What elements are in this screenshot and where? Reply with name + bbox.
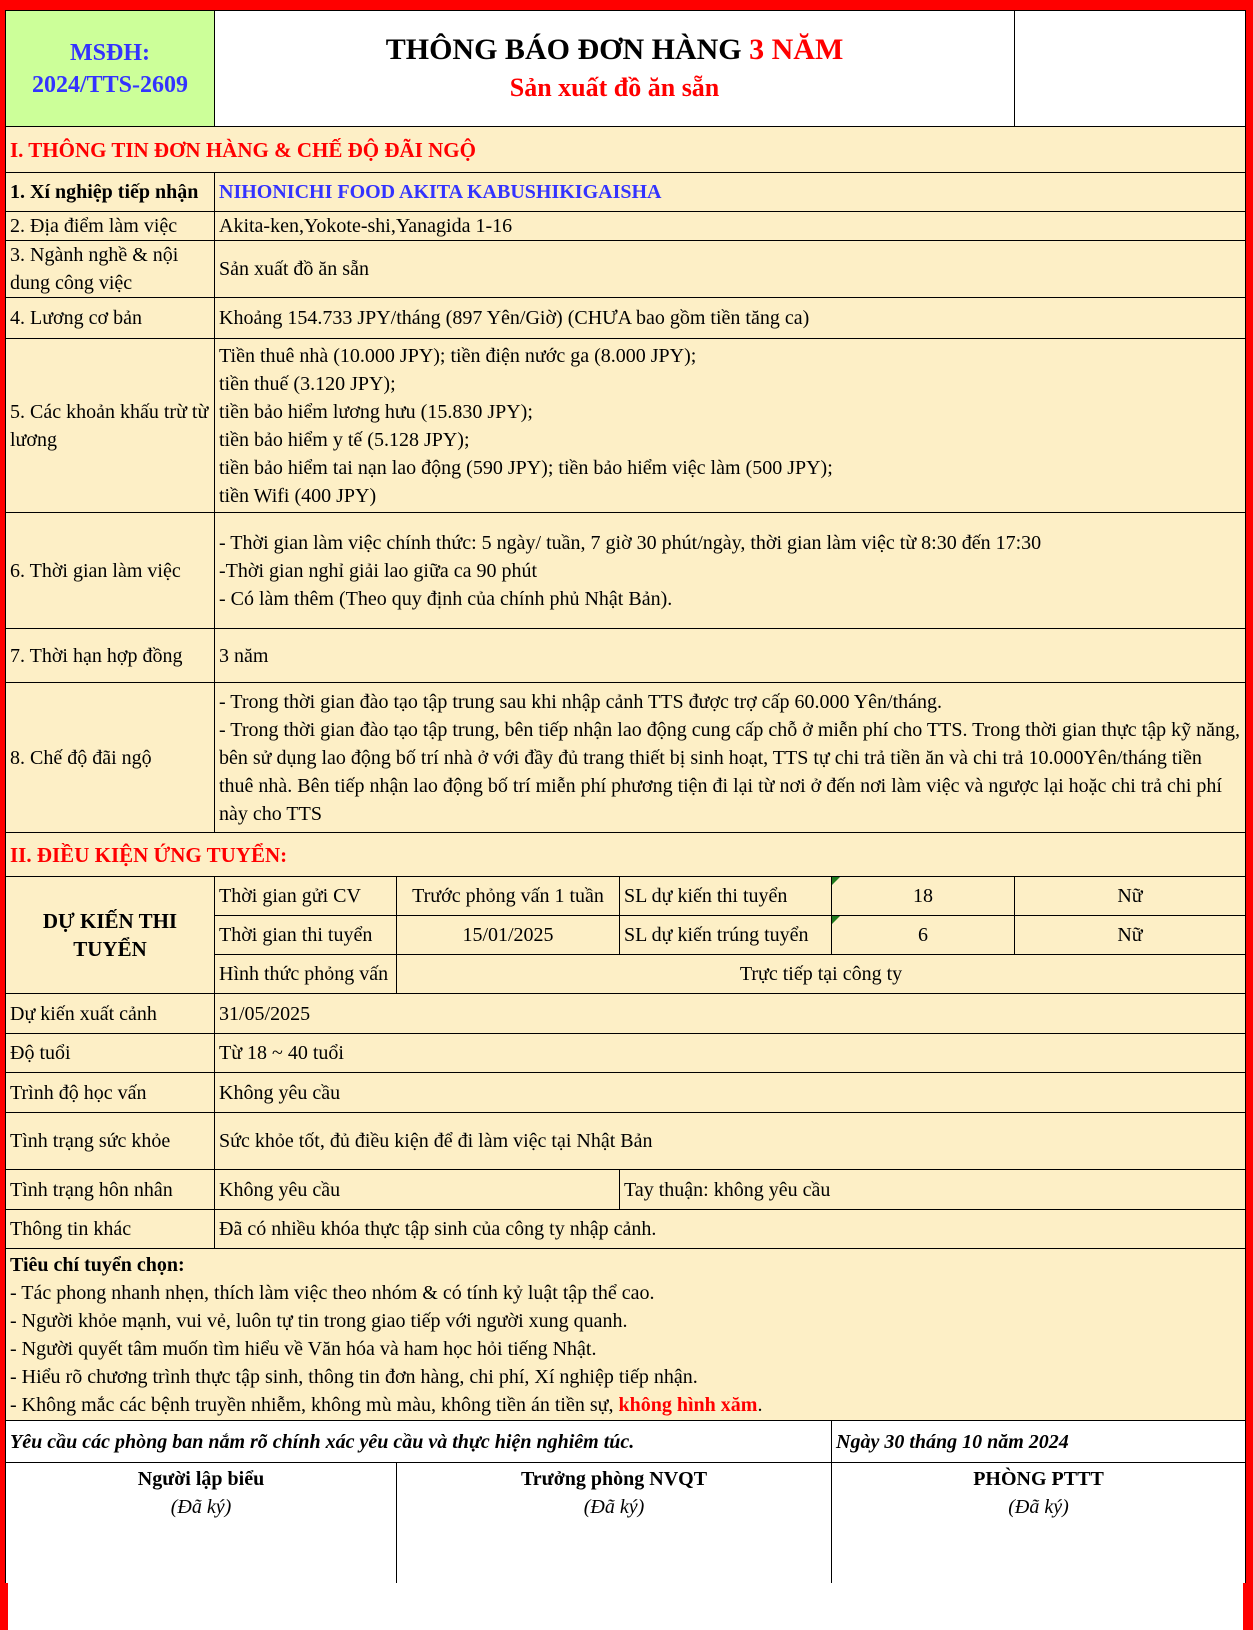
order-code [6, 11, 215, 127]
other-info-label: Thông tin khác [6, 1210, 215, 1249]
benefit-line: - Trong thời gian đào tạo tập trung sau khi nhập cảnh TTS được trợ cấp 60.000 Yên/tháng. [219, 690, 943, 713]
info-value: Sản xuất đồ ăn sẵn [215, 241, 1246, 298]
handedness-value: Tay thuận: không yêu cầu [620, 1170, 1246, 1210]
info-row [6, 513, 1246, 629]
signature-row [6, 1463, 1246, 1583]
health-value: Sức khỏe tốt, đủ điều kiện để đi làm việc tại Nhật Bản [215, 1113, 1246, 1170]
cv-time-value: Trước phỏng vấn 1 tuần [397, 877, 620, 916]
exam-gender-value: Nữ [1015, 877, 1246, 916]
other-info-value: Đã có nhiều khóa thực tập sinh của công ty nhập cảnh. [215, 1210, 1246, 1249]
section2-title: II. ĐIỀU KIỆN ỨNG TUYỂN: [6, 833, 1246, 877]
condition-row [6, 1210, 1246, 1249]
info-label: 4. Lương cơ bản [6, 298, 215, 339]
exam-date-label: Thời gian thi tuyển [215, 916, 397, 955]
info-value: Akita-ken,Yokote-shi,Yanagida 1-16 [215, 212, 1246, 241]
signer-preparer [6, 1463, 397, 1583]
deduction-line: tiền bảo hiểm lương hưu (15.830 JPY); [219, 400, 533, 423]
header-blank-cell [1015, 11, 1246, 127]
deduction-line: tiền Wifi (400 JPY) [219, 484, 377, 507]
section1-title: I. THÔNG TIN ĐƠN HÀNG & CHẾ ĐỘ ĐÃI NGỘ [6, 127, 1246, 173]
footer-date: Ngày 30 tháng 10 năm 2024 [832, 1421, 1246, 1463]
benefit-line: - Trong thời gian đào tạo tập trung, bên tiếp nhận lao động cung cấp chỗ ở miễn phí cho TTS. Trong thời gian thực tập kỹ năng, bên sử dụng lao động bố trí nhà ở với đầy đủ trang thiết bị sinh hoạt, TTS tự chi trả tiền ăn và chi trả 10.000Yên/tháng tiền thuê nhà. Bên tiếp nhận lao động bố trí miễn phí phương tiện đi lại từ nơi ở đến nơi làm việc và ngược lại hoặc chi trả chi phí này cho TTS [219, 718, 1240, 825]
selection-criteria [6, 1249, 1246, 1421]
info-row [6, 212, 1246, 241]
cv-time-label: Thời gian gửi CV [215, 877, 397, 916]
order-code-value: 2024/TTS-2609 [31, 71, 189, 98]
condition-row [6, 1170, 1246, 1210]
info-label: 8. Chế độ đãi ngộ [6, 683, 215, 833]
education-value: Không yêu cầu [215, 1073, 1246, 1113]
deduction-line: tiền bảo hiểm y tế (5.128 JPY); [219, 428, 470, 451]
exam-date-value: 15/01/2025 [397, 916, 620, 955]
signer-status: (Đã ký) [170, 1496, 232, 1518]
info-row [6, 683, 1246, 833]
footer-note: Yêu cầu các phòng ban nắm rõ chính xác yêu cầu và thực hiện nghiêm túc. [6, 1421, 832, 1463]
pass-count-value: 6 [832, 916, 1015, 955]
schedule-line: -Thời gian nghỉ giải lao giữa ca 90 phút [219, 559, 538, 582]
departure-label: Dự kiến xuất cảnh [6, 994, 215, 1034]
title-years: 3 NĂM [749, 32, 844, 66]
condition-row [6, 1073, 1246, 1113]
interview-label: Hình thức phỏng vấn [215, 955, 397, 994]
info-label: 5. Các khoản khấu trừ từ lương [6, 339, 215, 513]
education-label: Trình độ học vấn [6, 1073, 215, 1113]
signer-pttt [832, 1463, 1246, 1583]
info-value: 3 năm [215, 629, 1246, 683]
exam-count-label: SL dự kiến thi tuyển [620, 877, 832, 916]
criteria-item: - Tác phong nhanh nhẹn, thích làm việc theo nhóm & có tính kỷ luật tập thể cao. [10, 1282, 655, 1304]
criteria-title: Tiêu chí tuyển chọn: [10, 1254, 185, 1276]
info-label: 3. Ngành nghề & nội dung công việc [6, 241, 215, 298]
signer-title: PHÒNG PTTT [973, 1468, 1104, 1490]
info-row [6, 173, 1246, 212]
criteria-item: - Người quyết tâm muốn tìm hiểu về Văn hóa và ham học hỏi tiếng Nhật. [10, 1338, 597, 1360]
info-label: 6. Thời gian làm việc [6, 513, 215, 629]
age-label: Độ tuổi [6, 1034, 215, 1073]
deduction-line: tiền bảo hiểm tai nạn lao động (590 JPY); tiền bảo hiểm việc làm (500 JPY); [219, 456, 833, 479]
info-row [6, 339, 1246, 513]
condition-row [6, 994, 1246, 1034]
plan-row [6, 877, 1246, 916]
info-value: Khoảng 154.733 JPY/tháng (897 Yên/Giờ) (CHƯA bao gồm tiền tăng ca) [215, 298, 1246, 339]
interview-value: Trực tiếp tại công ty [397, 955, 1246, 994]
order-code-label: MSĐH: [70, 39, 150, 66]
page-subtitle: Sản xuất đồ ăn sẵn [509, 72, 720, 102]
signer-title: Trưởng phòng NVQT [520, 1468, 708, 1490]
signer-title: Người lập biểu [137, 1468, 265, 1490]
info-value [215, 683, 1246, 833]
departure-value: 31/05/2025 [215, 994, 1246, 1034]
condition-row [6, 1034, 1246, 1073]
info-row [6, 241, 1246, 298]
marital-value: Không yêu cầu [215, 1170, 620, 1210]
pass-gender-value: Nữ [1015, 916, 1246, 955]
info-value [215, 339, 1246, 513]
header-row [6, 11, 1246, 127]
no-tattoo-text: không hình xăm [618, 1394, 758, 1416]
criteria-item: - Hiểu rõ chương trình thực tập sinh, thông tin đơn hàng, chi phí, Xí nghiệp tiếp nhận. [10, 1366, 698, 1388]
criteria-item: - Không mắc các bệnh truyền nhiễm, không mù màu, không tiền án tiền sự, không hình xăm. [10, 1394, 763, 1416]
schedule-line: - Có làm thêm (Theo quy định của chính phủ Nhật Bản). [219, 587, 673, 610]
exam-count-value: 18 [832, 877, 1015, 916]
marital-label: Tình trạng hôn nhân [6, 1170, 215, 1210]
info-label: 2. Địa điểm làm việc [6, 212, 215, 241]
signer-status: (Đã ký) [1008, 1496, 1069, 1518]
company-name: NIHONICHI FOOD AKITA KABUSHIKIGAISHA [215, 173, 1246, 212]
info-value [215, 513, 1246, 629]
signer-status: (Đã ký) [583, 1496, 645, 1518]
info-row [6, 629, 1246, 683]
schedule-line: - Thời gian làm việc chính thức: 5 ngày/ tuần, 7 giờ 30 phút/ngày, thời gian làm việc từ 8:30 đến 17:30 [219, 531, 1042, 554]
condition-row [6, 1113, 1246, 1170]
health-label: Tình trạng sức khỏe [6, 1113, 215, 1170]
signer-head-nvqt [397, 1463, 832, 1583]
age-value: Từ 18 ~ 40 tuổi [215, 1034, 1246, 1073]
deduction-line: tiền thuế (3.120 JPY); [219, 372, 396, 395]
plan-label: DỰ KIẾN THI TUYỂN [6, 877, 215, 994]
pass-count-label: SL dự kiến trúng tuyển [620, 916, 832, 955]
info-row [6, 298, 1246, 339]
info-label: 1. Xí nghiệp tiếp nhận [6, 173, 215, 212]
footer-row [6, 1421, 1246, 1463]
title-main: THÔNG BÁO ĐƠN HÀNG [385, 32, 750, 66]
deduction-line: Tiền thuê nhà (10.000 JPY); tiền điện nước ga (8.000 JPY); [219, 344, 697, 367]
info-label: 7. Thời hạn hợp đồng [6, 629, 215, 683]
order-sheet [5, 10, 1246, 1583]
criteria-item: - Người khỏe mạnh, vui vẻ, luôn tự tin trong giao tiếp với người xung quanh. [10, 1310, 628, 1332]
page-title [215, 11, 1015, 127]
